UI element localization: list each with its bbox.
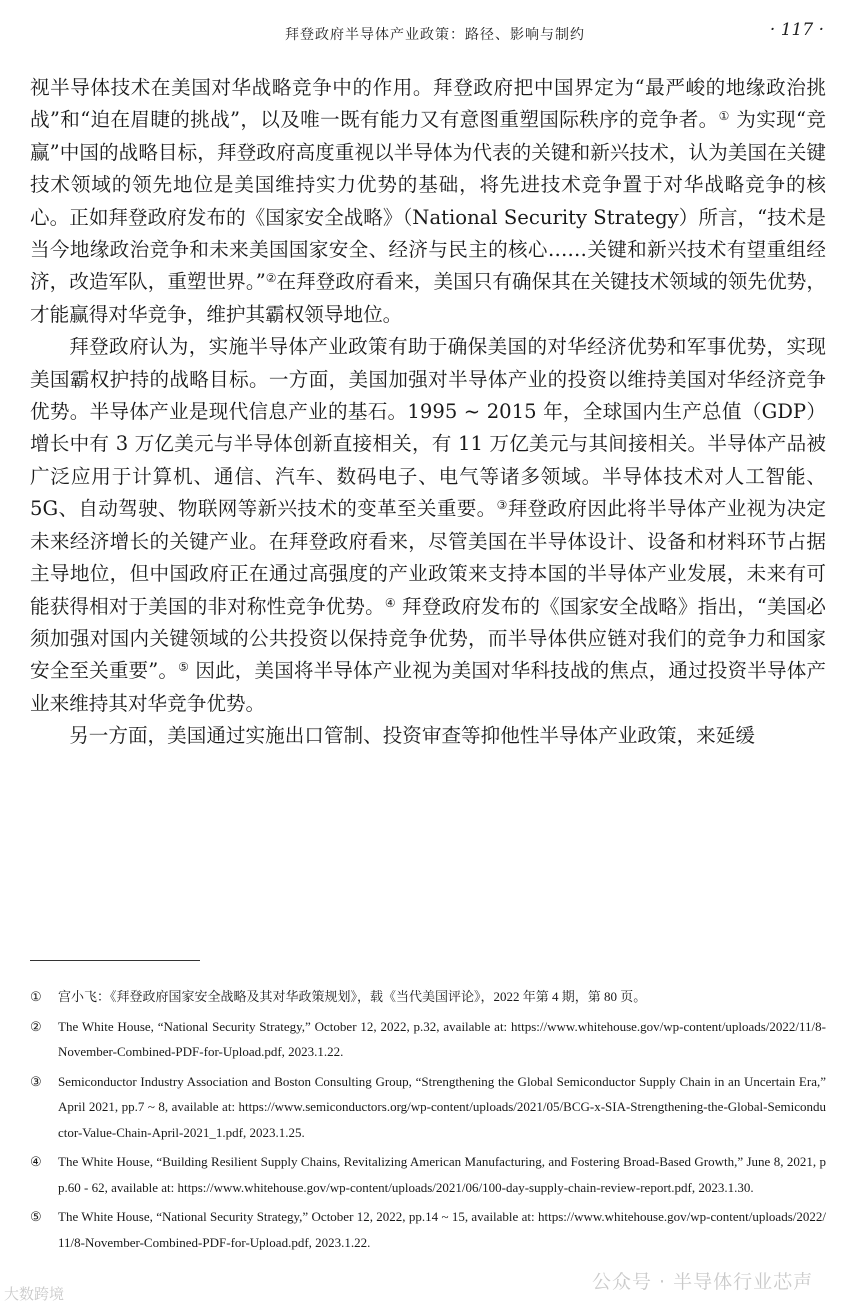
page-number: · 117 · [769,20,824,40]
footnote-ref[interactable]: ④ [384,595,396,610]
footnote-number: ③ [30,1073,42,1089]
paragraph-2 [30,331,826,720]
footnote-ref[interactable]: ⑤ [178,660,190,675]
paragraph-text: 因此，美国将半导体产业视为美国对华科技战的焦点，通过投资半导体产业来维持其对华竞争优势。 [30,659,826,715]
footnote-item [30,1149,826,1200]
footnote-text: 宫小飞：《拜登政府国家安全战略及其对华政策规划》，载《当代美国评论》，2022 年第 4 期，第 80 页。 [58,989,647,1004]
footnote-text: The White House, “National Security Strategy,” October 12, 2022, pp.14 ~ 15, available at: https://www.whitehouse.gov/wp-content/uploads/2022/11/8-November-Combined-PDF-for-Upload.pdf, 2023.1.22. [58,1209,826,1250]
footnote-number: ① [30,989,42,1004]
paragraph-text: 另一方面，美国通过实施出口管制、投资审查等抑他性半导体产业政策，来延缓 [69,724,755,748]
footnote-number: ② [30,1018,42,1034]
footnote-divider [30,960,200,961]
footnote-item [30,1204,826,1255]
footnotes [30,984,826,1259]
paragraph-text: 为实现“竞赢”中国的战略目标，拜登政府高度重视以半导体为代表的关键和新兴技术，认为美国在关键技术领域的领先地位是美国维持实力优势的基础，将先进技术竞争置于对华战略竞争的核心。正如拜登政府发布的《国家安全战略》（National Security Strategy）所言，“技术是当今地缘政治竞争和未来美国国家安全、经济与民主的核心……关键和新兴技术有望重组经济，改造军队，重塑世界。” [30,108,826,294]
footnote-item [30,1069,826,1146]
footnote-ref[interactable]: ① [718,109,730,124]
body-text [30,72,826,753]
footnote-ref[interactable]: ③ [496,498,508,513]
paragraph-text: 拜登政府发布的《国家安全战略》指出，“美国必须加强对国内关键领域的公共投资以保持竞争优势，而半导体供应链对我们的竞争力和国家安全至关重要”。 [30,594,827,683]
running-title: 拜登政府半导体产业政策：路径、影响与制约 [285,27,585,43]
watermark-right: 公众号 · 半导体行业芯声 [592,1271,814,1293]
footnote-number: ⑤ [30,1209,42,1224]
paragraph-3 [30,720,826,752]
footnote-text: The White House, “National Security Strategy,” October 12, 2022, p.32, available at: https://www.whitehouse.gov/wp-content/uploads/2022/11/8-November-Combined-PDF-for-Upload.pdf, 2023.1.22. [58,1018,826,1059]
footnote-text: The White House, “Building Resilient Supply Chains, Revitalizing American Manufacturing, and Fostering Broad-Based Growth,” June 8, 2021, pp.60 - 62, available at: https://www.whitehouse.gov/wp-content/uploads/2021/06/100-day-supply-chain-review-report.pdf, 2023.1.30. [58,1154,826,1195]
footnote-text: Semiconductor Industry Association and Boston Consulting Group, “Strengthening the Global Semiconductor Supply Chain in an Uncertain Era,” April 2021, pp.7 ~ 8, available at: https://www.semiconductors.org/wp-content/uploads/2021/05/BCG-x-SIA-Strengthening-the-Global-Semiconductor-Value-Chain-April-2021_1.pdf, 2023.1.25. [58,1073,826,1140]
paragraph-text: 视半导体技术在美国对华战略竞争中的作用。拜登政府把中国界定为“最严峻的地缘政治挑战”和“迫在眉睫的挑战”，以及唯一既有能力又有意图重塑国际秩序的竞争者。 [30,76,826,132]
paragraph-text: 拜登政府因此将半导体产业视为决定未来经济增长的关键产业。在拜登政府看来，尽管美国在半导体设计、设备和材料环节占据主导地位，但中国政府正在通过高强度的产业政策来支持本国的半导体产业发展，未来有可能获得相对于美国的非对称性竞争优势。 [30,497,827,618]
paragraph-1 [30,72,826,331]
footnote-ref[interactable]: ② [265,271,277,286]
watermark-left: 大数跨境 [4,1285,65,1303]
paragraph-text: 拜登政府认为，实施半导体产业政策有助于确保美国的对华经济优势和军事优势，实现美国霸权护持的战略目标。一方面，美国加强对半导体产业的投资以维持美国对华经济竞争优势。半导体产业是现代信息产业的基石。1995 ~ 2015 年，全球国内生产总值（GDP）增长中有 3 万亿美元与半导体创新直接相关，有 11 万亿美元与其间接相关。半导体产品被广泛应用于计算机、通信、汽车、数码电子、电气等诸多领域。半导体技术对人工智能、5G、自动驾驶、物联网等新兴技术的变革至关重要。 [30,335,826,521]
running-header [30,20,826,48]
paragraph-text: 在拜登政府看来，美国只有确保其在关键技术领域的领先优势，才能赢得对华竞争，维护其霸权领导地位。 [30,270,827,326]
footnote-item [30,984,826,1010]
footnote-item [30,1014,826,1065]
footnote-number: ④ [30,1154,42,1169]
